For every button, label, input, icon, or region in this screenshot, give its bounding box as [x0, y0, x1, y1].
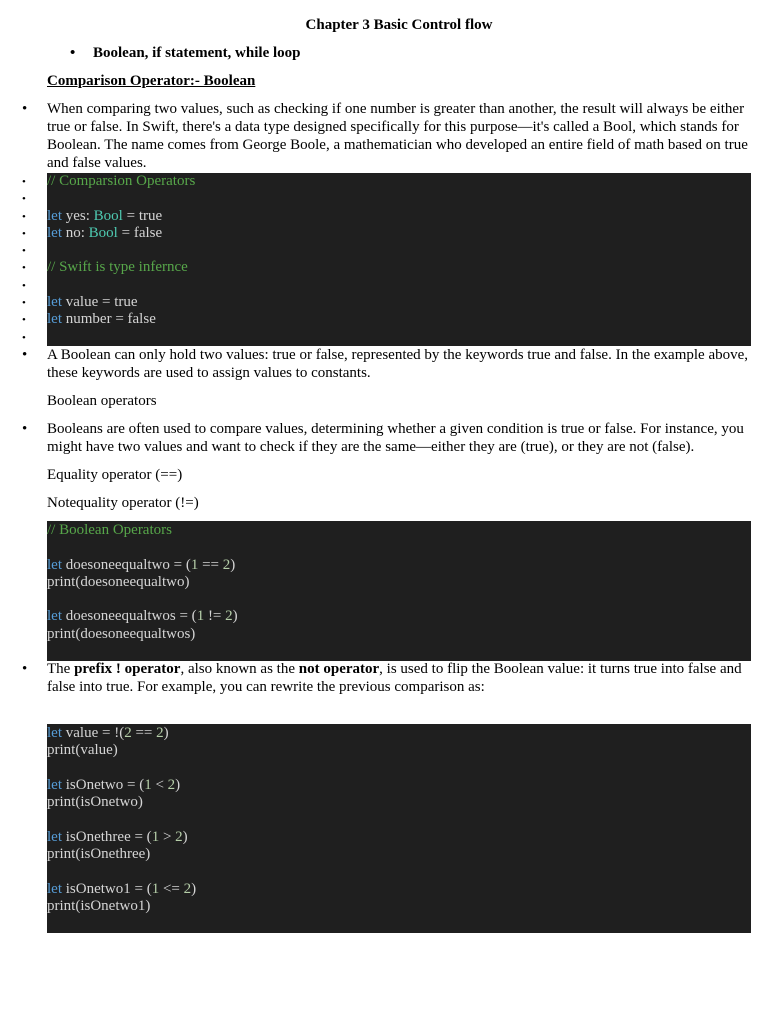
code-line — [47, 539, 751, 556]
paragraph-bool-values: A Boolean can only hold two values: true or false, represented by the keywords true and false. In the example above, these keywords are used to assign values to constants. — [47, 347, 749, 381]
section-heading: Comparison Operator:- Boolean — [47, 73, 256, 89]
code-line — [47, 760, 751, 777]
code-line: let yes: Bool = true — [47, 207, 163, 224]
code-line: print(doesoneequaltwo) — [47, 573, 190, 590]
code-line — [47, 591, 751, 608]
code-line — [47, 242, 751, 259]
code-line: let value = true — [47, 294, 138, 311]
chapter-title: Chapter 3 Basic Control flow — [305, 17, 493, 33]
code-line: // Swift is type infernce — [47, 259, 188, 276]
code-line: let isOnetwo1 = (1 <= 2) — [47, 880, 197, 897]
boolean-operators-label: Boolean operators — [47, 393, 157, 409]
code-block-boolean-operators — [47, 521, 751, 661]
bullet-icon: • — [22, 101, 28, 117]
code-line: // Comparsion Operators — [47, 173, 196, 189]
code-line: print(isOnetwo1) — [47, 897, 151, 914]
paragraph-bool-intro: When comparing two values, such as checking if one number is greater than another, the result will always be either true or false. In Swift, there's a data type designed specifically for this purpose—it's called a Bool, which stands for Boolean. The name comes from George Boole, a mathematician who developed an entire field of math based on true and false values. — [47, 101, 748, 171]
code-line: // Boolean Operators — [47, 522, 172, 538]
code-block-comparison — [47, 173, 751, 346]
code-block-not-operator — [47, 724, 751, 933]
code-line: let number = false — [47, 311, 156, 328]
code-line: print(isOnetwo) — [47, 794, 143, 811]
bullet-icon: • — [22, 347, 28, 363]
paragraph-bool-compare: Booleans are often used to compare values, determining whether a given condition is true or false. For instance, you might have two values and want to check if they are the same—either they are (true), or they are not (false). — [47, 421, 744, 455]
paragraph-not-operator: The prefix ! operator, also known as the not operator, is used to flip the Boolean value: it turns true into false and false into true. For example, you can rewrite the previous comparison as: — [47, 661, 742, 695]
bullet-icon: • — [22, 421, 28, 437]
code-gutter-bullets: • • • • • • • • • • — [22, 176, 26, 344]
code-line: let doesoneequaltwos = (1 != 2) — [47, 608, 238, 625]
code-line: print(isOnethree) — [47, 846, 151, 863]
code-line — [47, 863, 751, 880]
code-line: let value = !(2 == 2) — [47, 725, 169, 741]
equality-operator-label: Equality operator (==) — [47, 467, 183, 483]
code-line: let isOnethree = (1 > 2) — [47, 828, 188, 845]
code-line — [47, 277, 751, 294]
notequality-operator-label: Notequality operator (!=) — [47, 495, 199, 511]
code-line — [47, 811, 751, 828]
code-line: print(value) — [47, 742, 118, 759]
code-line: print(doesoneequaltwos) — [47, 625, 196, 642]
code-line: let isOnetwo = (1 < 2) — [47, 776, 181, 793]
code-line — [47, 190, 751, 207]
bullet-icon: • — [70, 45, 76, 61]
code-line: let no: Bool = false — [47, 224, 163, 241]
topics-text: Boolean, if statement, while loop — [93, 45, 301, 61]
bullet-icon: • — [22, 661, 28, 677]
code-line: let doesoneequaltwo = (1 == 2) — [47, 556, 236, 573]
